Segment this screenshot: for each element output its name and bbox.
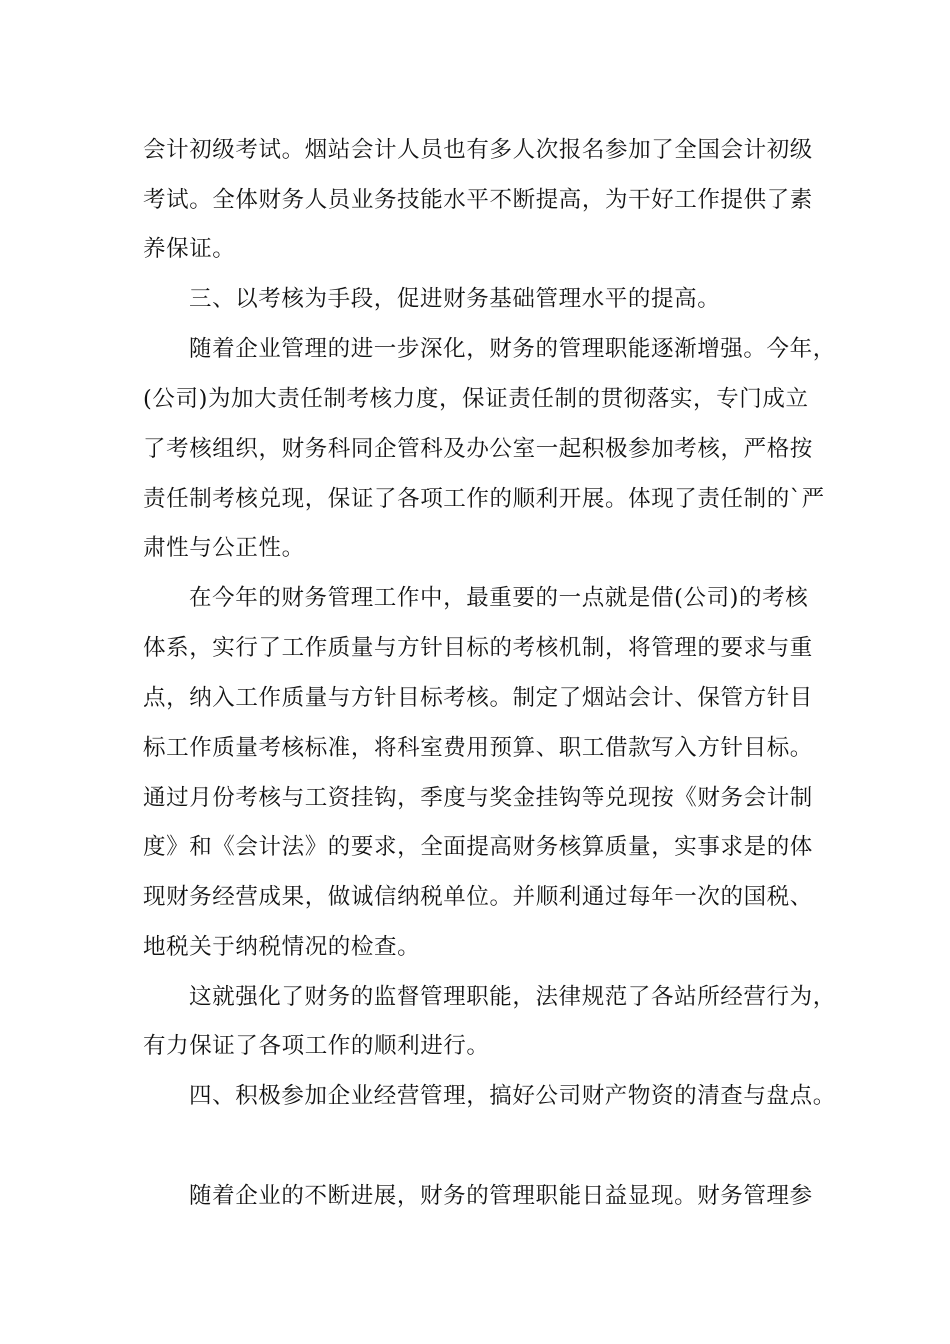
- text-line: 度》和《会计法》的要求，全面提高财务核算质量，实事求是的体: [143, 834, 813, 860]
- text-line: (公司)为加大责任制考核力度，保证责任制的贯彻落实，专门成立: [143, 386, 809, 412]
- text-line: 通过月份考核与工资挂钩，季度与奖金挂钩等兑现按《财务会计制: [143, 785, 813, 811]
- text-line: 随着企业的不断进展，财务的管理职能日益显现。财务管理参: [189, 1183, 813, 1209]
- text-line: 考试。全体财务人员业务技能水平不断提高，为干好工作提供了素: [143, 187, 813, 213]
- text-line: 在今年的财务管理工作中，最重要的一点就是借(公司)的考核: [189, 585, 809, 611]
- section-heading: 四、积极参加企业经营管理，搞好公司财产物资的清查与盘点。: [189, 1083, 836, 1109]
- text-line: 地税关于纳税情况的检查。: [143, 934, 421, 960]
- section-heading: 三、以考核为手段，促进财务基础管理水平的提高。: [189, 286, 721, 312]
- text-line: 这就强化了财务的监督管理职能，法律规范了各站所经营行为，: [189, 984, 836, 1010]
- text-line: 点，纳入工作质量与方针目标考核。制定了烟站会计、保管方针目: [143, 685, 813, 711]
- text-line: 现财务经营成果，做诚信纳税单位。并顺利通过每年一次的国税、: [143, 884, 813, 910]
- text-line: 责任制考核兑现，保证了各项工作的顺利开展。体现了责任制的`严: [143, 486, 825, 512]
- text-line: 标工作质量考核标准，将科室费用预算、职工借款写入方针目标。: [143, 735, 813, 761]
- text-line: 肃性与公正性。: [143, 535, 305, 561]
- text-line: 会计初级考试。烟站会计人员也有多人次报名参加了全国会计初级: [143, 137, 813, 163]
- text-line: 养保证。: [143, 236, 236, 262]
- text-line: 了考核组织，财务科同企管科及办公室一起积极参加考核，严格按: [143, 436, 813, 462]
- text-line: 随着企业管理的进一步深化，财务的管理职能逐渐增强。今年，: [189, 336, 836, 362]
- text-line: 体系，实行了工作质量与方针目标的考核机制，将管理的要求与重: [143, 635, 813, 661]
- text-line: 有力保证了各项工作的顺利进行。: [143, 1033, 490, 1059]
